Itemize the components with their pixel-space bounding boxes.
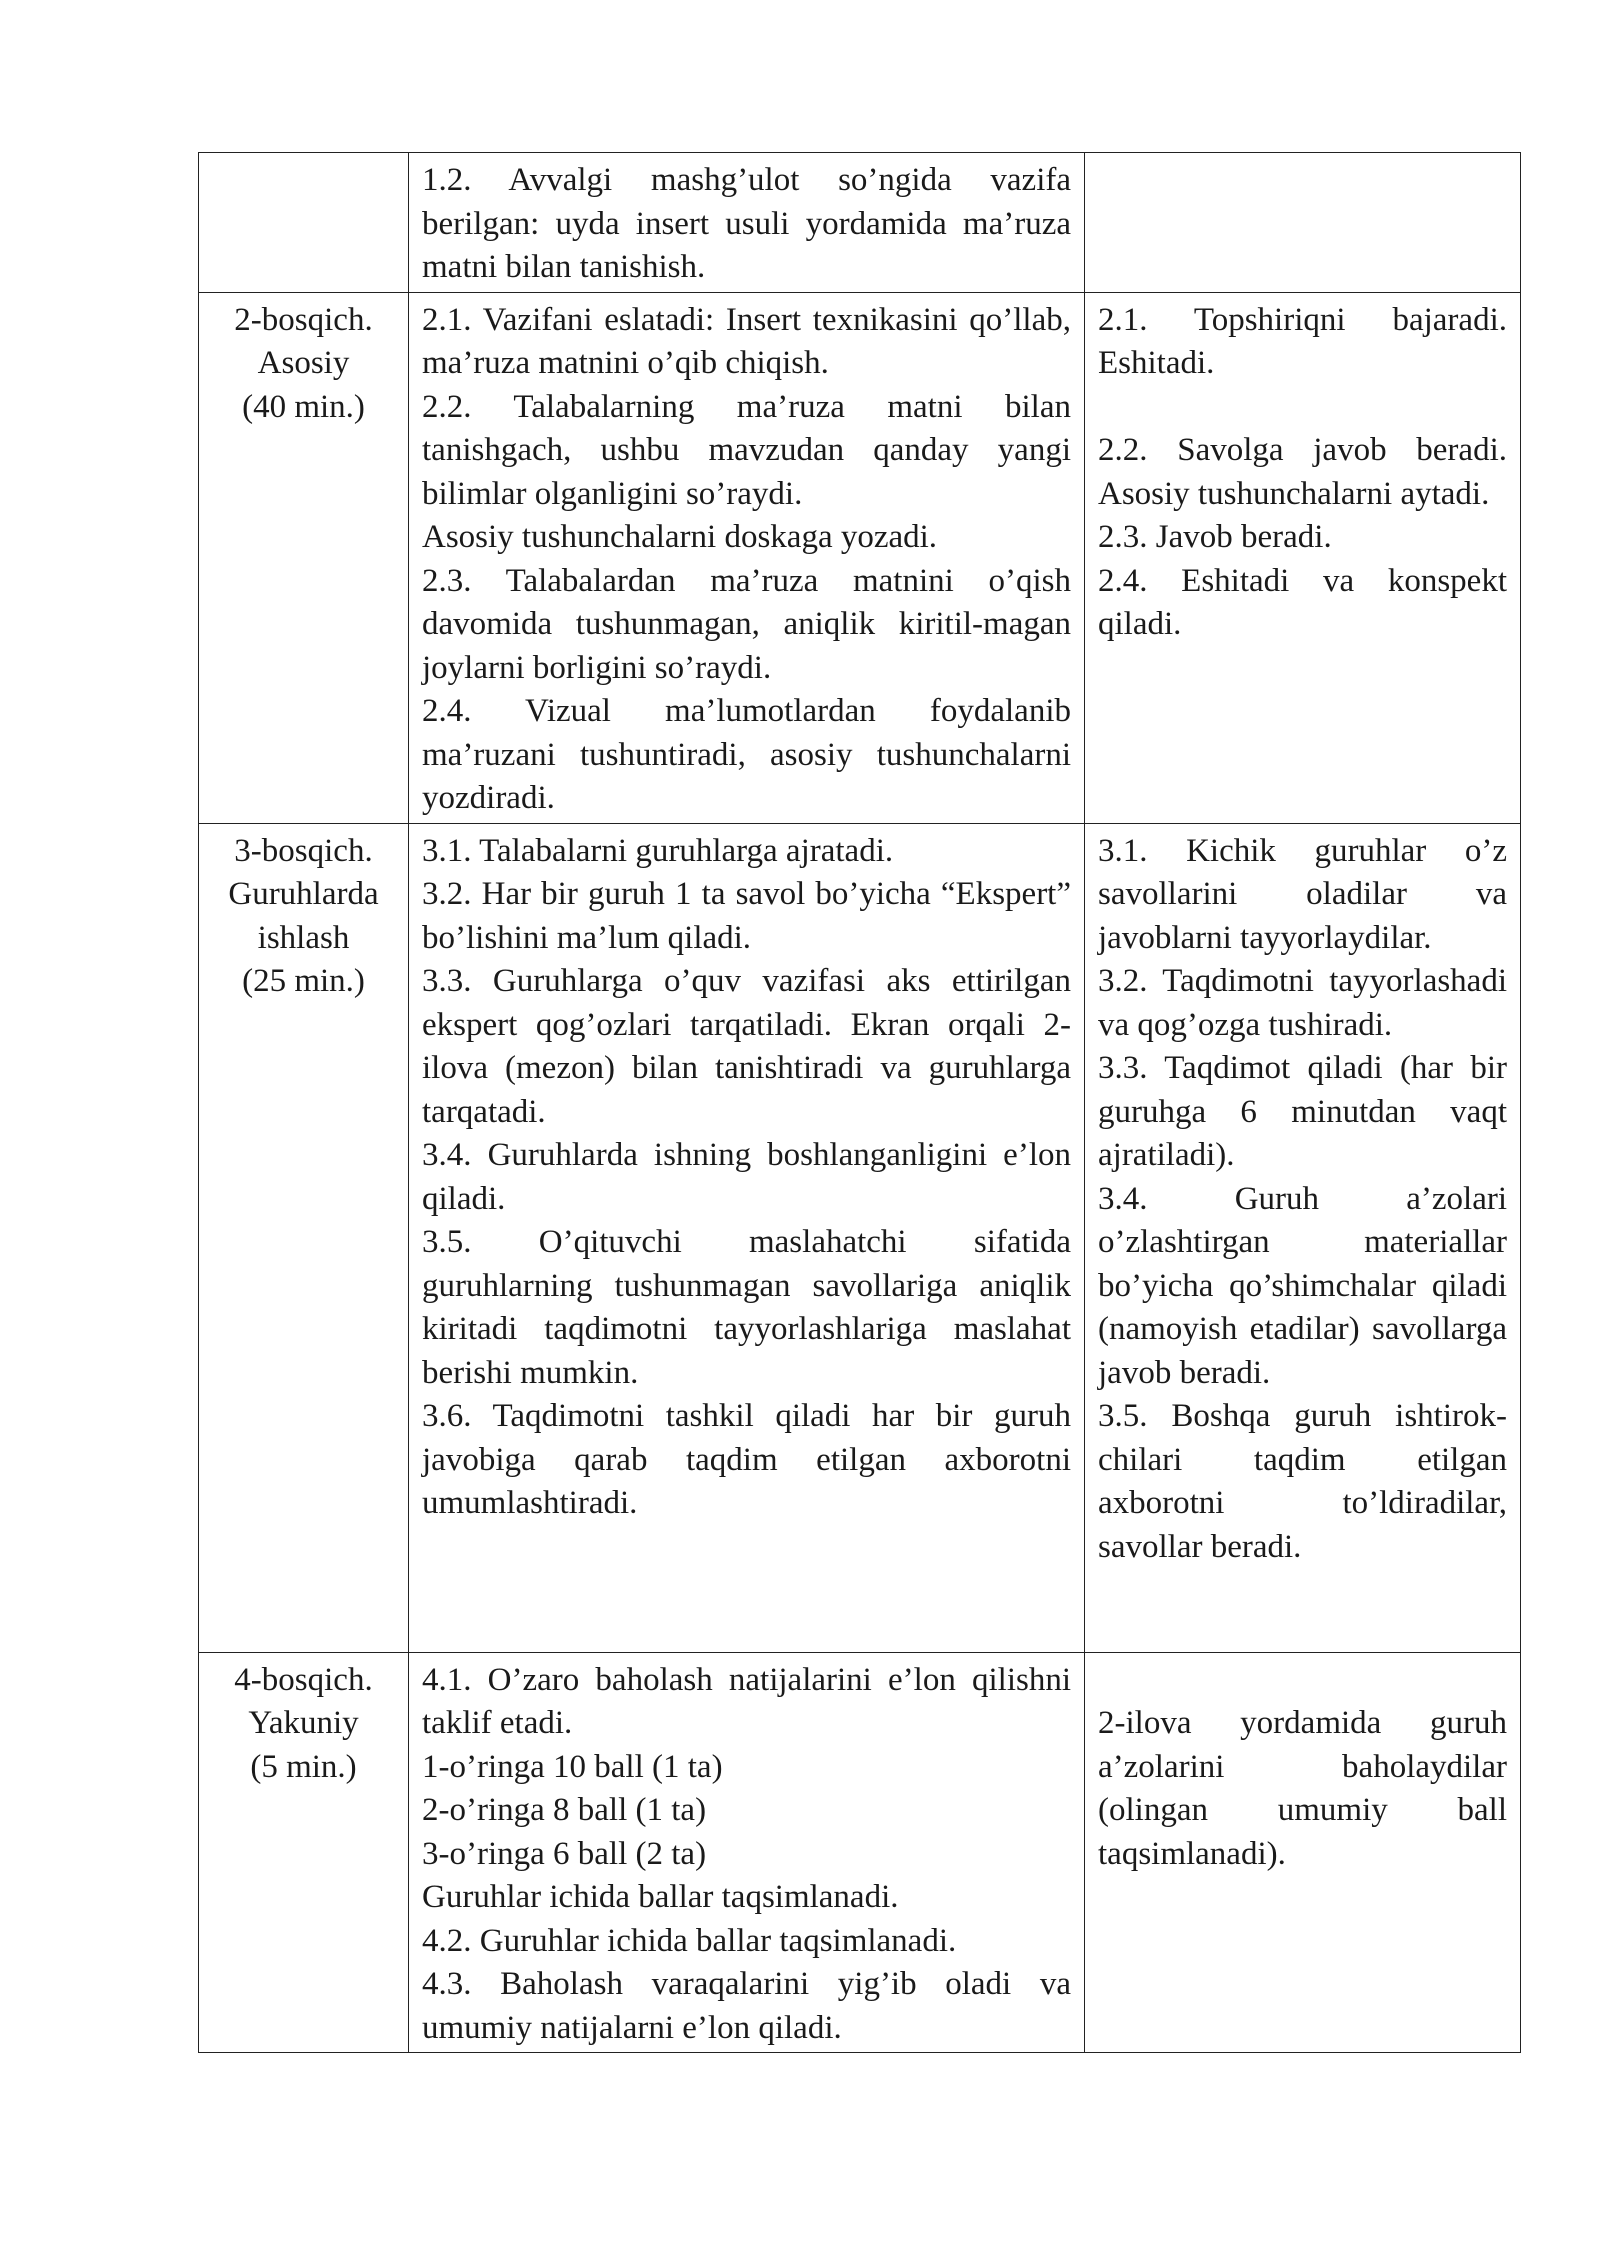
blank-line — [1098, 386, 1507, 430]
stage-duration: (5 min.) — [250, 1748, 357, 1785]
student-activity-paragraph: 3.5. Boshqa guruh ishtirok-chilari taqdim etilgan axborotni to’ldiradilar, savollar beradi. — [1098, 1398, 1507, 1565]
teacher-activity-paragraph: 3-o’ringa 6 ball (2 ta) — [422, 1835, 707, 1872]
stage-cell — [199, 1652, 409, 2053]
student-activity-cell — [1085, 1652, 1521, 2053]
teacher-activity-paragraph: 3.2. Har bir guruh 1 ta savol bo’yicha “Ekspert” bo’lishini ma’lum qiladi. — [422, 876, 1071, 956]
stage-number: 4-bosqich. — [234, 1661, 373, 1698]
stage-number: 2-bosqich. — [234, 301, 373, 338]
student-activity-paragraph: 2-ilova yordamida guruh a’zolarini baholaydilar (olingan umumiy ball taqsimlanadi). — [1098, 1705, 1507, 1872]
student-activity-cell — [1085, 153, 1521, 293]
stage-duration: (25 min.) — [242, 963, 365, 999]
teacher-activity-paragraph: 1.2. Avvalgi mashg’ulot so’ngida vazifa berilgan: uyda insert usuli yordamida ma’ruza matni bilan tanishish. — [422, 162, 1071, 285]
stage-number: 3-bosqich. — [234, 832, 373, 869]
blank-line — [1098, 1659, 1507, 1703]
table-row — [199, 153, 1521, 293]
teacher-activity-paragraph: 2.4. Vizual ma’lumotlardan foydalanib ma’ruzani tushuntiradi, asosiy tushunchalarni yozdiradi. — [422, 693, 1071, 816]
teacher-activity-paragraph: 2.1. Vazifani eslatadi: Insert texnikasini qo’llab, ma’ruza matnini o’qib chiqish. — [422, 301, 1071, 381]
stage-name: Guruhlarda — [228, 876, 379, 912]
document-page — [198, 152, 1520, 2053]
stage-name: ishlash — [257, 919, 350, 956]
student-activity-paragraph: 3.2. Taqdimotni tayyorlashadi va qog’ozga tushiradi. — [1098, 963, 1507, 1043]
stage-cell — [199, 292, 409, 823]
teacher-activity-paragraph: 2-o’ringa 8 ball (1 ta) — [422, 1792, 707, 1828]
table-row — [199, 292, 1521, 823]
teacher-activity-paragraph: Asosiy tushunchalarni doskaga yozadi. — [422, 519, 938, 555]
teacher-activity-paragraph: Guruhlar ichida ballar taqsimlanadi. — [422, 1879, 899, 1915]
teacher-activity-paragraph: 1-o’ringa 10 ball (1 ta) — [422, 1748, 723, 1785]
teacher-activity-paragraph: 3.3. Guruhlarga o’quv vazifasi aks ettirilgan ekspert qog’ozlari tarqatiladi. Ekran orqali 2-ilova (mezon) bilan tanishtiradi va guruhlarga tarqatadi. — [422, 963, 1071, 1130]
student-activity-paragraph: 3.4. Guruh a’zolari o’zlashtirgan materiallar bo’yicha qo’shimchalar qiladi (namoyish etadilar) savollarga javob beradi. — [1098, 1180, 1507, 1391]
student-activity-paragraph: 2.3. Javob beradi. — [1098, 519, 1332, 555]
teacher-activity-paragraph: 3.4. Guruhlarda ishning boshlanganligini e’lon qiladi. — [422, 1137, 1071, 1217]
stage-name: Yakuniy — [248, 1705, 359, 1741]
teacher-activity-paragraph: 2.3. Talabalardan ma’ruza matnini o’qish davomida tushunmagan, aniqlik kiritil-magan joylarni borligini so’raydi. — [422, 562, 1071, 686]
stage-name: Asosiy — [257, 345, 350, 381]
teacher-activity-cell — [409, 292, 1085, 823]
student-activity-paragraph: 2.2. Savolga javob beradi. Asosiy tushunchalarni aytadi. — [1098, 432, 1507, 512]
teacher-activity-paragraph: 4.3. Baholash varaqalarini yig’ib oladi va umumiy natijalarni e’lon qiladi. — [422, 1966, 1071, 2046]
student-activity-paragraph: 3.1. Kichik guruhlar o’z savollarini oladilar va javoblarni tayyorlaydilar. — [1098, 832, 1507, 956]
student-activity-paragraph: 2.4. Eshitadi va konspekt qiladi. — [1098, 562, 1507, 642]
student-activity-paragraph: 3.3. Taqdimot qiladi (har bir guruhga 6 minutdan vaqt ajratiladi). — [1098, 1050, 1507, 1173]
teacher-activity-paragraph: 4.2. Guruhlar ichida ballar taqsimlanadi. — [422, 1922, 957, 1959]
teacher-activity-paragraph: 3.6. Taqdimotni tashkil qiladi har bir guruh javobiga qarab taqdim etilgan axborotni umumlashtiradi. — [422, 1398, 1071, 1521]
stage-cell — [199, 823, 409, 1652]
teacher-activity-paragraph: 3.1. Talabalarni guruhlarga ajratadi. — [422, 832, 894, 869]
teacher-activity-paragraph: 3.5. O’qituvchi maslahatchi sifatida guruhlarning tushunmagan savollariga aniqlik kiritadi taqdimotni tayyorlashlariga maslahat berishi mumkin. — [422, 1224, 1071, 1391]
lesson-plan-table — [198, 152, 1521, 2053]
student-activity-cell — [1085, 292, 1521, 823]
student-activity-paragraph: 2.1. Topshiriqni bajaradi. Eshitadi. — [1098, 301, 1507, 381]
table-row — [199, 823, 1521, 1652]
stage-cell — [199, 153, 409, 293]
teacher-activity-cell — [409, 153, 1085, 293]
table-row — [199, 1652, 1521, 2053]
teacher-activity-paragraph: 4.1. O’zaro baholash natijalarini e’lon qilishni taklif etadi. — [422, 1661, 1071, 1741]
teacher-activity-cell — [409, 1652, 1085, 2053]
student-activity-cell — [1085, 823, 1521, 1652]
teacher-activity-paragraph: 2.2. Talabalarning ma’ruza matni bilan tanishgach, ushbu mavzudan qanday yangi bilimlar olganligini so’raydi. — [422, 388, 1071, 512]
stage-duration: (40 min.) — [242, 388, 365, 425]
teacher-activity-cell — [409, 823, 1085, 1652]
